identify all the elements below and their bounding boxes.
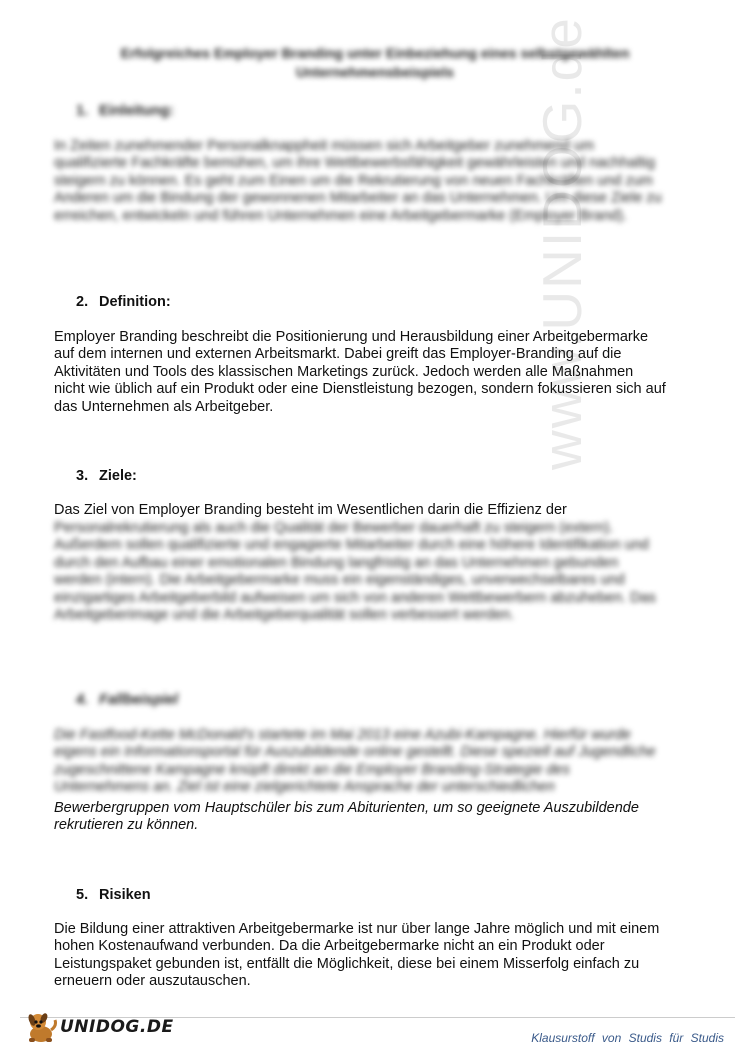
section-number: 4. — [76, 692, 89, 708]
section-number: 2. — [76, 294, 89, 310]
section-paragraph-einleitung: In Zeiten zunehmender Personalknappheit müssen sich Arbeitgeber zunehmend um qualifizierte Fachkräfte bemühen, um ihre Wettbewerbsfähigkeit gewährleisten und nachhaltig steigern zu können. Es geht zum Einen um die Rekrutierung von neuen Fachkräften und zum Anderen um die Bindung der gewonnenen Mitarbeiter an das Unternehmen. Um diese Ziele zu erreichen, entwickeln und führen Unternehmen eine Arbeitgebermarke (Employer Brand). — [54, 138, 662, 224]
watermark: www.UNIDOG.de — [531, 16, 593, 470]
dog-mascot-icon — [24, 1010, 58, 1044]
document-title: Erfolgreiches Employer Branding unter Einbeziehung eines selbstgewählten Unternehmensbeispiels — [120, 45, 630, 80]
section-heading-risiken — [76, 886, 151, 904]
section-title: Ziele: — [99, 468, 137, 484]
footer-tagline: Klausurstoff von Studis für Studis — [531, 1031, 724, 1045]
section-title: Fallbeispiel — [99, 692, 178, 708]
section-paragraph-definition: Employer Branding beschreibt die Positionierung und Herausbildung einer Arbeitgebermarke auf dem internen und externen Arbeitsmarkt. Dabei greift das Employer-Branding auf die Aktivitäten und Tools des klassischen Marketings zurück. Jedoch werden alle Maßnahmen nicht wie üblich auf ein Produkt oder eine Dienstleistung bezogen, sondern fokussieren sich auf das Unternehmen als Arbeitgeber. — [54, 329, 666, 415]
section-number: 5. — [76, 887, 89, 903]
section-heading-einleitung — [76, 102, 174, 120]
unidog-logo — [24, 1010, 174, 1044]
section-title: Definition: — [99, 294, 171, 310]
logo-text: UNIDOG.DE — [60, 1017, 174, 1037]
section-paragraph-ziele-visible: Das Ziel von Employer Branding besteht im Wesentlichen darin die Effizienz der — [54, 502, 567, 518]
section-paragraph-fallbeispiel-visible: Bewerbergruppen vom Hauptschüler bis zum Abiturienten, um so geeignete Auszubildende rekrutieren zu können. — [54, 800, 639, 834]
section-number: 3. — [76, 468, 89, 484]
section-paragraph-risiken: Die Bildung einer attraktiven Arbeitgebermarke ist nur über lange Jahre möglich und mit einem hohen Kostenaufwand verbunden. Da die Arbeitgebermarke nicht an ein Produkt oder Leistungspaket gebunden ist, entfällt die Möglichkeit, diese bei einem Misserfolg einfach zu erneuern oder auszutauschen. — [54, 921, 660, 990]
section-number: 1. — [76, 103, 89, 119]
section-heading-fallbeispiel — [76, 691, 178, 709]
section-heading-definition — [76, 293, 171, 311]
section-title: Einleitung: — [99, 103, 174, 119]
section-heading-ziele — [76, 467, 137, 485]
section-paragraph-ziele-blurred: Personalrekrutierung als auch die Qualität der Bewerber dauerhaft zu steigern (extern). Außerdem sollen qualifizierte und engagierte Mitarbeiter durch eine höhere Identifikation und durch den Aufbau einer emotionalen Bindung langfristig an das Unternehmen gebunden werden (intern). Die Arbeitgebermarke muss ein eigenständiges, unverwechselbares und einzigartiges Arbeitgeberbild aufweisen um sich von anderen Wettbewerbern abzuheben. Das Arbeitgeberimage und die Arbeitgeberqualität sollen verbessert werden. — [54, 520, 656, 624]
section-paragraph-fallbeispiel-blurred: Die Fastfood-Kette McDonald's startete im Mai 2013 eine Azubi-Kampagne. Hierfür wurde eigens ein Informationsportal für Auszubildende online gestellt. Diese speziell auf Jugendliche zugeschnittene Kampagne knüpft direkt an die Employer Branding-Strategie des Unternehmens an. Ziel ist eine zielgerichtete Ansprache der unterschiedlichen — [54, 727, 656, 796]
section-title: Risiken — [99, 887, 151, 903]
